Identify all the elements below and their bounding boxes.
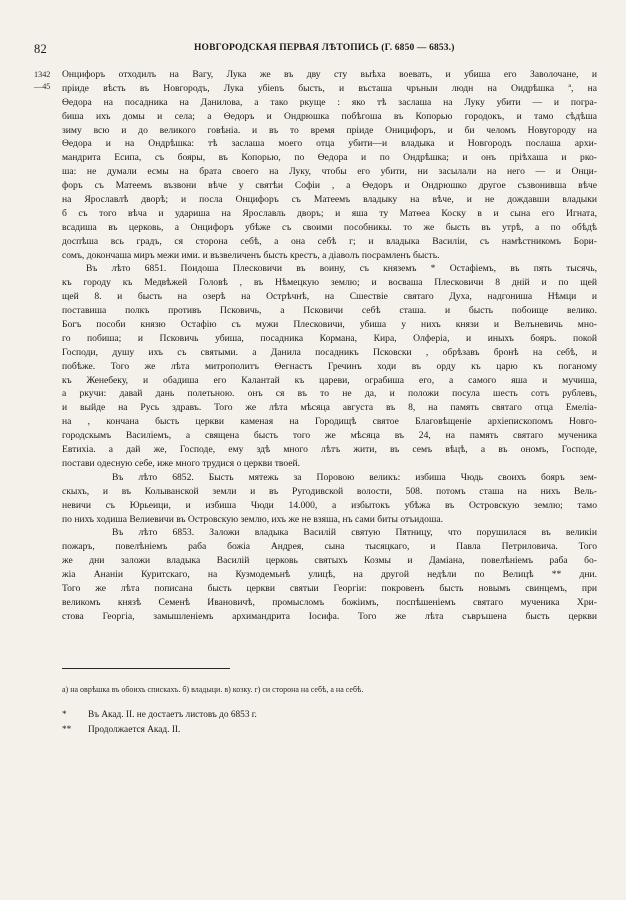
footnote-mark: ** (62, 724, 72, 735)
page-header (34, 42, 604, 58)
text-line: форъ съ Матеемъ възвони вѣче у святѣи Софiи , а Ѳедоръ и Ондрюшко другое съзвонивша вѣче (62, 180, 597, 192)
text-line: сомъ, докончаша миръ межи ими. и възвеличенъ бысть крестъ, а дiаволъ посрамленъ бысть. (62, 249, 440, 261)
text-line: б съ того вѣча и удариша на Ярославль дворъ; и яша ту Матѳеа Коску в и сына его Игната, (62, 207, 597, 219)
text-line: городскымъ Василiемъ, а священа бысть того же мѣсяца въ 24, на память святаго мученика (62, 430, 597, 442)
footnote (62, 708, 257, 723)
footnote (62, 723, 257, 738)
text-line: прiиде вѣсть въ Новгородъ, Лука убienъ бысть, и въсташа чръныи людн на Оидрѣшка ª, на (62, 82, 597, 94)
text-line: постави одесную себе, иже много трудися о церкви твоей. (62, 457, 301, 469)
text-line: на , кончана бысть церкви каменая на Городищѣ святое Благовѣщенiе архiепископомъ Новго- (62, 416, 597, 428)
text-line: Въ лѣто 6852. Бысть мятежь за Поровою великъ: избиша Чюдь своихъ бояръ зем- (112, 471, 597, 483)
text-line: къ Женебеку, и обадиша его Калантай къ цареви, ограбиша его, а самого яша и мучиша, (62, 374, 597, 386)
text-line: Евтихiа. а дай же, Господе, ему здѣ много лѣтъ жити, въ семъ вѣцѣ, а въ ономъ, Господе, (62, 444, 597, 456)
margin-year-end: —45 (34, 82, 51, 91)
text-line: доспѣша всь градъ, ся сторона себѣ, а она себѣ г; и владыка Василiи, съ намѣстникомъ Бори- (62, 235, 597, 247)
text-line: ша: не думали есмы на брата своего на Луку, чтобы его убити, ни засылали на него — и Онци- (62, 166, 597, 178)
margin-year-start: 1342 (34, 70, 51, 79)
text-line: поставиша полкъ противъ Псковичь, а Псковичи себѣ сташа. и бысть побоище велико. (62, 305, 597, 317)
text-line: го побиша; и Псковичь убиша, посадника Кормана, Кира, Олферiа, и иныхъ бояръ. покой (62, 332, 597, 344)
text-line: скыхъ, и въ Колыванской земли и въ Ругодивской волости, 508. потомъ сташа на нихъ Вель- (62, 485, 597, 497)
text-line: же дни заложи владыка Василiй церковь святыхъ Козмы и Дамiана, повелѣнiемъ раба бо- (62, 555, 597, 567)
footnote-mark: * (62, 710, 67, 720)
text-line: щей 8. и бысть на озерѣ на Острѣчнѣ, на Сшествiе святаго Духа, надгониша Нѣмци и (62, 291, 597, 303)
footnote-text: Продолжается Акад. II. (88, 724, 181, 735)
text-line: и выйде на Русь здравъ. Того же лѣта мѣсяца августа въ 8, на память святаго отца Емелiа- (62, 402, 597, 414)
text-line: по нихъ ходиша Велиевичи въ Островскую землю, ихъ же не взяша, нъ сами биты отъидоша. (62, 513, 443, 525)
margin-year-range (34, 69, 50, 93)
chronicle-text (62, 68, 597, 624)
text-line: къ городу къ Медвѣжей Головѣ , въ Нѣмецкую землю; и восваша Плесковичи 8 днiй и по щей (62, 277, 597, 289)
page-number: 82 (34, 42, 47, 56)
text-line: всадиша въ церковь, а Онцифоръ убѣже съ своими пособникы. то же бысть въ утрѣ, а по обѣдѣ (62, 221, 597, 233)
footnotes (62, 708, 257, 737)
text-line: стова Георгiа, замышленiемъ архимандрита Iосифа. Того же лѣта съвръшена бысть церкви (62, 610, 597, 622)
textual-variants: а) на оврѣшка въ обоихъ спискахъ. б) владыци. в) козку. г) си сторона на себѣ, а на себѣ. (62, 685, 364, 694)
text-line: жiа Ананiи Куритскаго, на Кузмодемьнѣ улицѣ, на другой недѣли по Велицѣ ** дни. (62, 569, 597, 581)
text-line: биша ихъ домы и села; а Ѳедоръ и Ондрюшка побѣгоша въ Копорью городокъ, и тамо сѣдѣша (62, 110, 597, 122)
text-line: Въ лѣто 6853. Заложи владыка Василiй святую Пятницу, что порушилася въ великiи (112, 527, 597, 539)
text-line: Ѳедора на посадника на Данилова, а тако ркуще : яко тѣ заслаша на Луку убити — и погра- (62, 96, 597, 108)
text-line: невичи съ Юрьеици, и избиша Чюди 14.000, а избытокъ убѣжа въ Островскую землю; тамо (62, 499, 597, 511)
text-line: Ѳедора и на Ондрѣшка: тѣ заслаша моего отца убити—и владыка и Новгородъ послаша архи- (62, 138, 597, 150)
text-line: пожаръ, повелѣнiемъ раба божiа Андрея, сына тысяцкаго, и Павла Петриловича. Того (62, 541, 597, 553)
text-line: Онцифоръ отходилъ на Вагу, Лука же въ дву сту выѣха воевать, и убиша его Заволочане, и (62, 69, 597, 80)
text-line: зиму всю и до великого говѣнiа. и въ то время прiиде Оницифоръ, и би челомъ Новугороду на (62, 124, 597, 136)
text-line: великомъ князѣ Семенѣ Ивановичѣ, промысломъ божiимъ, поспѣшенiемъ святаго мученика Хри- (62, 596, 597, 608)
text-line: Въ лѣто 6851. Поидоша Плесковичи въ воину, съ княземъ * Остафiемъ, въ пять тысячь, (86, 263, 597, 275)
text-line: на Ярославлѣ дворѣ; и посла Онцифоръ съ Матеемъ владыку на вѣче, и не дождавши владыки (62, 194, 597, 206)
text-line: Господи, душу ихъ съ святыми. а Данила посадникъ Псковски , обрѣзавъ бронѣ на себѣ, и (62, 346, 597, 358)
text-line: Богъ пособи князю Остафiю съ мужи Плесковичи, убиша у нихъ князи и Велъневичь мно- (62, 319, 597, 331)
text-line: мандрита Есипа, съ бояры, въ Копорью, по Ѳедора и по Ондрѣшка; и онъ прiѣхаша и рко- (62, 152, 597, 164)
footnote-text: Въ Акад. II. не достаетъ листовъ до 6853 г. (88, 710, 257, 720)
running-title: НОВГОРОДСКАЯ ПЕРВАЯ ЛѢТОПИСЬ (Г. 6850 — 6853.) (194, 43, 455, 53)
text-line: Того же лѣта пописана бысть церкви святыи Георгiи: покровенъ бысть новымъ свинцемъ, при (62, 582, 597, 594)
text-line: а ркучи: давай дань полетьною. онъ ся въ то не да, и положи посула шесть сотъ рублевъ, (62, 388, 597, 400)
footnote-divider (62, 668, 230, 669)
text-line: побѣже. Того же лѣта митрополитъ Ѳегнастъ Гречинъ ходи въ орду къ царю къ поганому (62, 360, 597, 372)
